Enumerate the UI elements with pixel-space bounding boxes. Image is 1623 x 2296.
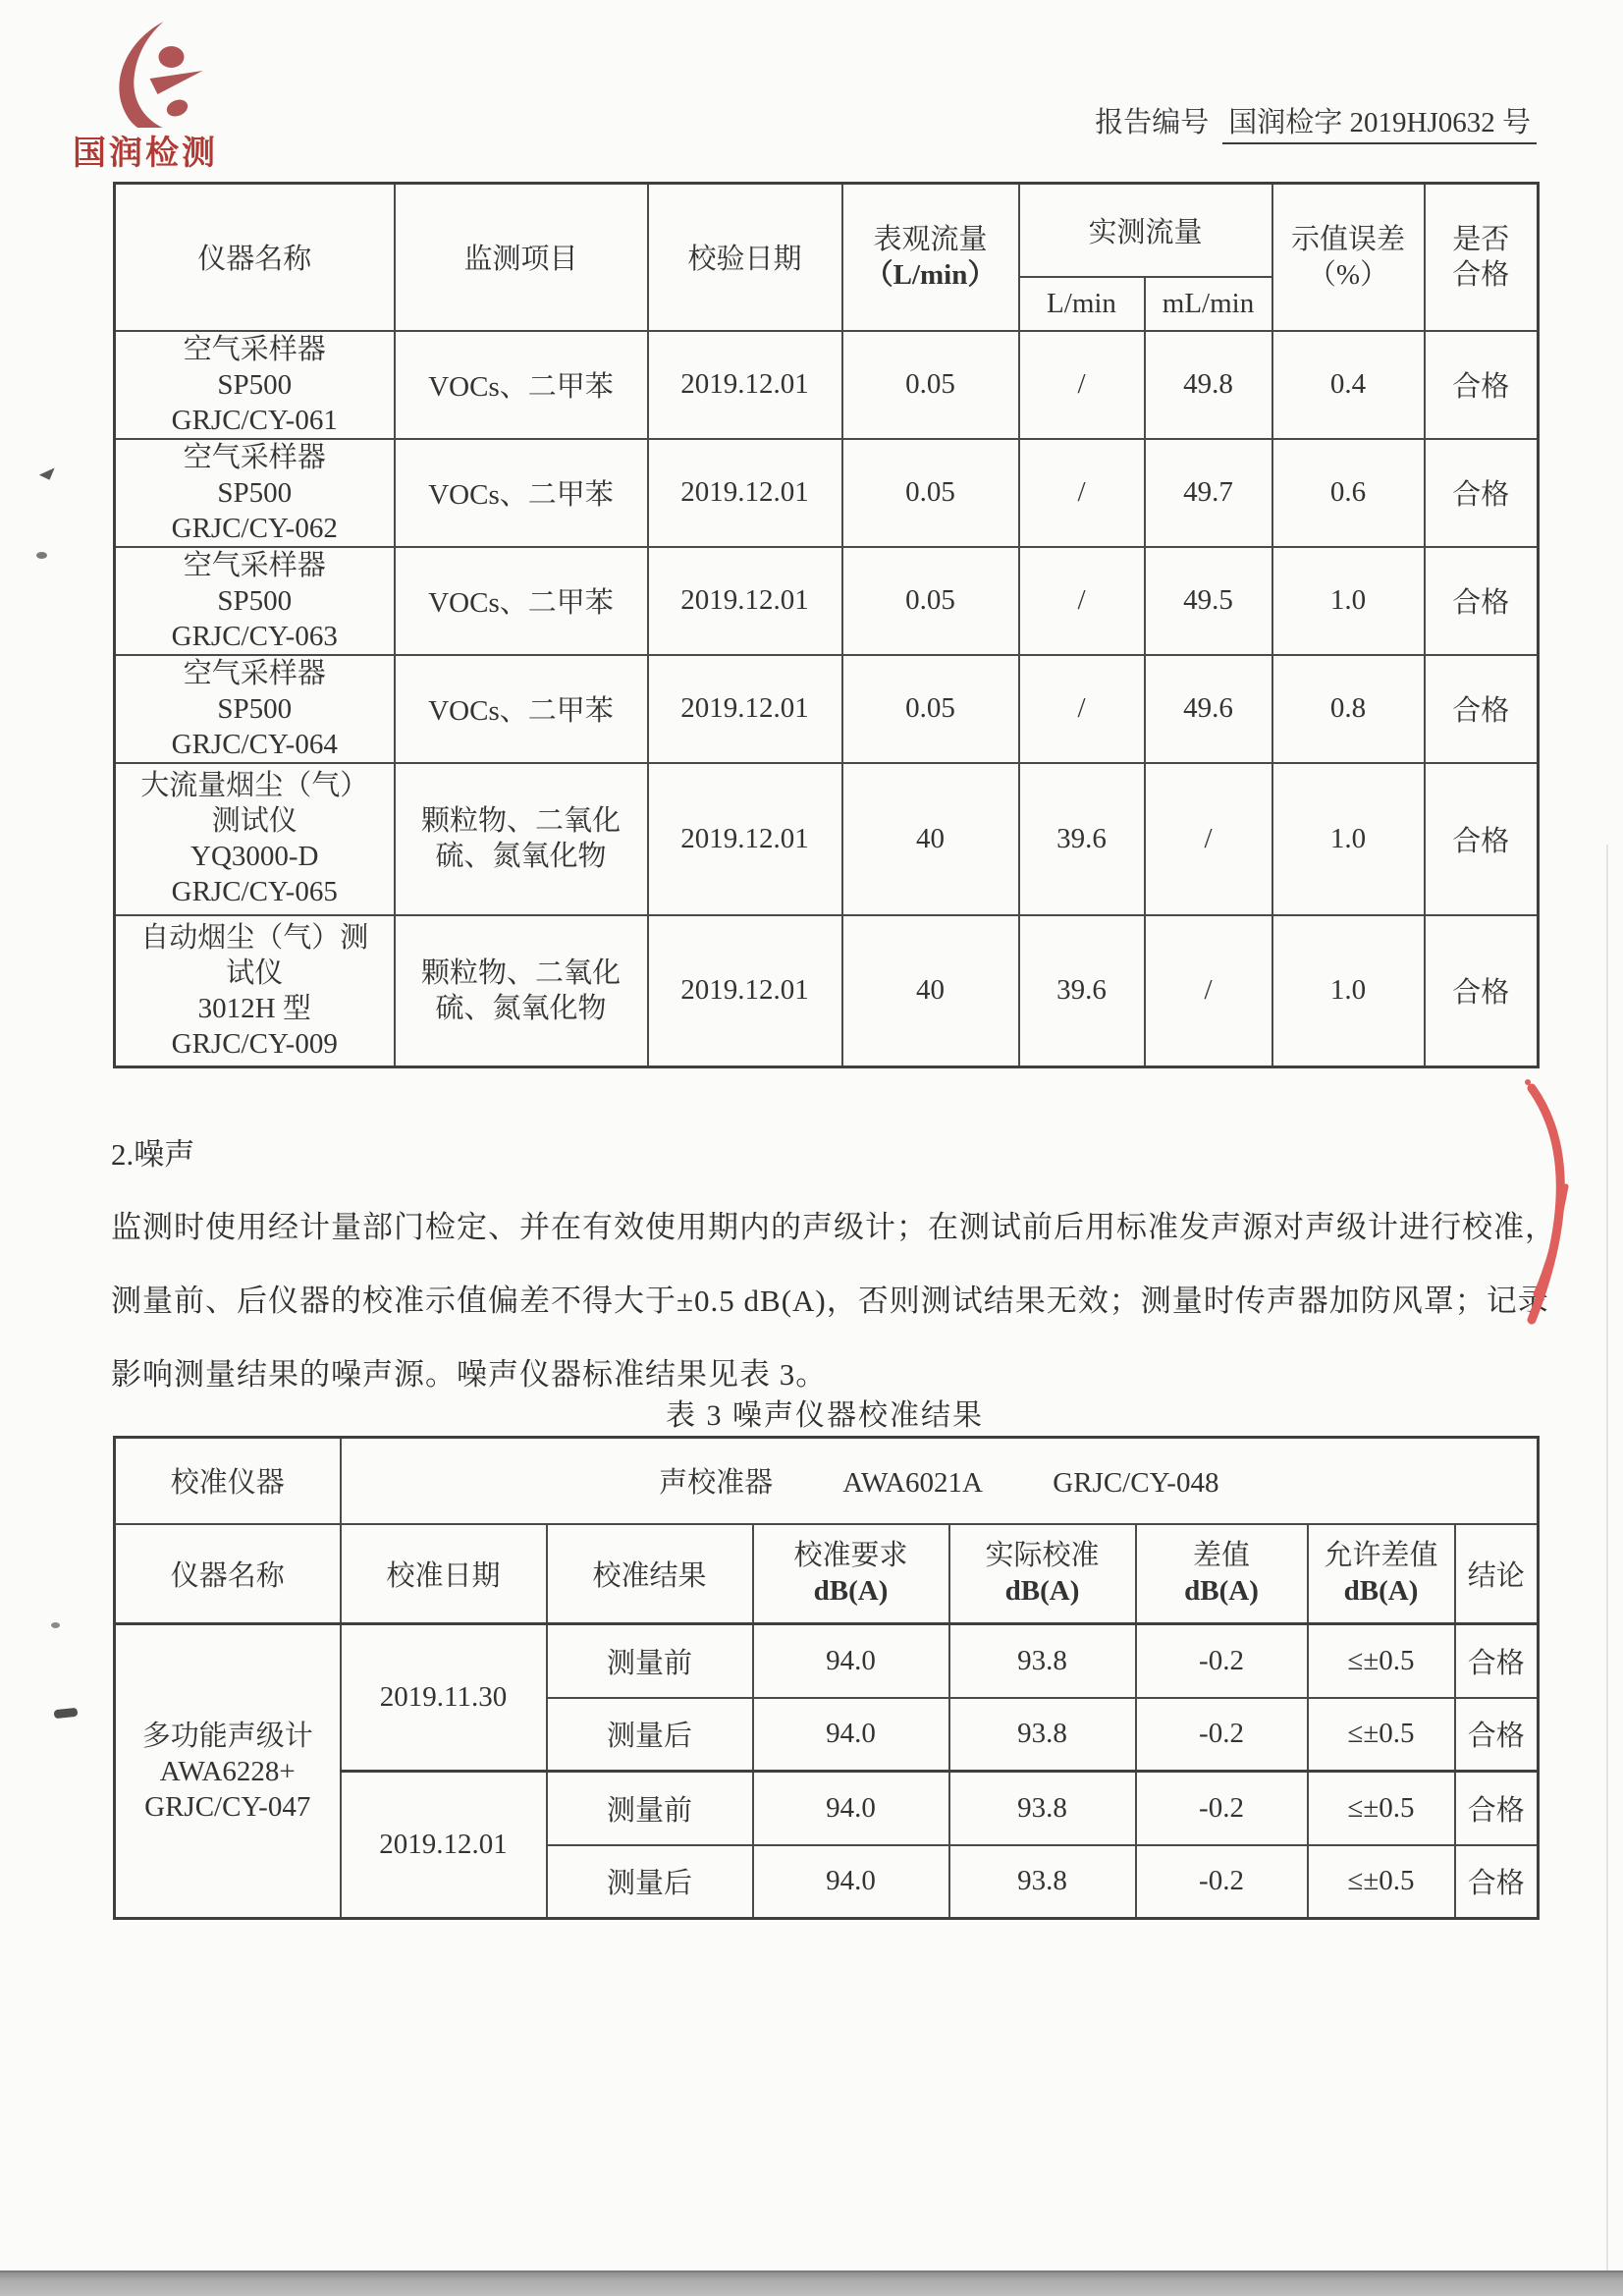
table-header-row: [115, 1524, 1539, 1624]
mlmin-cell: /: [1145, 763, 1272, 915]
apparent-flow-cell: 0.05: [842, 439, 1019, 547]
date-cell: 2019.12.01: [648, 655, 842, 763]
calibrator-row: [115, 1438, 1539, 1524]
phase-cell: 测量前: [547, 1624, 753, 1698]
instrument-name-cell: [115, 331, 395, 439]
th-measured-flow: 实测流量: [1019, 184, 1272, 277]
th-actual: [949, 1524, 1136, 1624]
table-row: [115, 763, 1539, 915]
report-number-value: 国润检字 2019HJ0632 号: [1222, 107, 1537, 144]
th-instrument-name: 仪器名称: [115, 184, 395, 331]
apparent-flow-cell: 40: [842, 915, 1019, 1067]
error-cell: 0.8: [1272, 655, 1425, 763]
cell-line: 硫、氮氧化物: [435, 841, 607, 872]
date-cell: 2019.12.01: [648, 439, 842, 547]
cell-line: GRJC/CY-062: [171, 512, 338, 544]
report-number-label: 报告编号: [1095, 107, 1210, 138]
cell-line: GRJC/CY-009: [171, 1027, 338, 1060]
lmin-cell: /: [1019, 331, 1145, 439]
scan-artifact: [54, 1708, 79, 1719]
company-logo-text: 国润检测: [73, 135, 218, 172]
lmin-cell: 39.6: [1019, 763, 1145, 915]
instrument-name-cell: [115, 915, 395, 1067]
th-calibration-date: 校准日期: [341, 1524, 547, 1624]
cell-line: 大流量烟尘（气）: [140, 770, 369, 801]
allowed-cell: ≤±0.5: [1308, 1698, 1455, 1772]
scan-bottom-edge: [0, 2270, 1623, 2296]
th-lmin: L/min: [1019, 277, 1145, 331]
allowed-cell: ≤±0.5: [1308, 1624, 1455, 1698]
mlmin-cell: 49.7: [1145, 439, 1272, 547]
date-cell: 2019.11.30: [341, 1624, 547, 1772]
scan-artifact: [38, 467, 57, 481]
result-cell: 合格: [1425, 655, 1539, 763]
table-row: [115, 915, 1539, 1067]
paragraph-line: 影响测量结果的噪声源。噪声仪器标准结果见表 3。: [111, 1357, 828, 1392]
section-heading: 2.噪声: [111, 1137, 195, 1172]
scan-artifact: [51, 1622, 60, 1628]
instrument-name-cell: [115, 547, 395, 655]
paragraph-line: 测量前、后仪器的校准示值偏差不得大于±0.5 dB(A)，否则测试结果无效；测量时传声器加防风罩；记录: [111, 1284, 1549, 1318]
th-indication-error: [1272, 184, 1425, 331]
error-cell: 0.4: [1272, 331, 1425, 439]
th-required: [753, 1524, 949, 1624]
page-edge-shadow: [1606, 845, 1608, 2270]
report-number-line: [1095, 100, 1537, 140]
company-logo-icon: [93, 18, 216, 133]
cell-line: 硫、氮氧化物: [435, 992, 607, 1024]
cell-line: 空气采样器: [183, 657, 326, 689]
diff-cell: -0.2: [1136, 1624, 1308, 1698]
th-allowed: [1308, 1524, 1455, 1624]
cell-line: AWA6228+: [159, 1755, 296, 1787]
table-row: [115, 1624, 1539, 1698]
cell-line: GRJC/CY-063: [171, 620, 338, 652]
cell-line: 自动烟尘（气）测: [140, 921, 369, 954]
apparent-flow-cell: 40: [842, 763, 1019, 915]
instrument-name-cell: [115, 655, 395, 763]
mlmin-cell: 49.6: [1145, 655, 1272, 763]
date-cell: 2019.12.01: [341, 1772, 547, 1919]
cell-line: 颗粒物、二氧化: [420, 805, 621, 837]
result-cell: 合格: [1425, 331, 1539, 439]
th-line: 允许差值: [1324, 1540, 1438, 1572]
th-line: dB(A): [813, 1575, 889, 1608]
th-calibration-date: 校验日期: [648, 184, 842, 331]
th-line: dB(A): [1343, 1575, 1419, 1608]
diff-cell: -0.2: [1136, 1698, 1308, 1772]
th-calibration-result: 校准结果: [547, 1524, 753, 1624]
calibrator-model: AWA6021A: [842, 1467, 983, 1500]
lmin-cell: /: [1019, 439, 1145, 547]
table3-caption: 表 3 噪声仪器校准结果: [666, 1399, 984, 1432]
date-cell: 2019.12.01: [648, 915, 842, 1067]
monitor-item-cell: [395, 915, 648, 1067]
th-monitor-item: 监测项目: [395, 184, 648, 331]
result-cell: 合格: [1455, 1624, 1539, 1698]
flow-calibration-table: [113, 182, 1540, 1068]
phase-cell: 测量后: [547, 1845, 753, 1919]
lmin-cell: 39.6: [1019, 915, 1145, 1067]
cell-line: 空气采样器: [183, 333, 326, 365]
th-conclusion: 结论: [1455, 1524, 1539, 1624]
cell-line: 空气采样器: [183, 549, 326, 581]
cell-line: 多功能声级计: [141, 1720, 313, 1752]
lmin-cell: /: [1019, 655, 1145, 763]
th-line: 差值: [1192, 1540, 1250, 1572]
cell-line: 3012H 型: [197, 992, 311, 1024]
date-cell: 2019.12.01: [648, 763, 842, 915]
th-line: 合格: [1452, 258, 1510, 291]
lmin-cell: /: [1019, 547, 1145, 655]
cell-line: YQ3000-D: [190, 841, 319, 872]
cell-line: 测试仪: [211, 805, 298, 837]
noise-calibration-table: [113, 1436, 1540, 1920]
scan-artifact: [36, 552, 47, 559]
th-mlmin: mL/min: [1145, 277, 1272, 331]
error-cell: 1.0: [1272, 763, 1425, 915]
result-cell: 合格: [1455, 1698, 1539, 1772]
result-cell: 合格: [1455, 1772, 1539, 1845]
date-cell: 2019.12.01: [648, 331, 842, 439]
th-qualified: [1425, 184, 1539, 331]
th-line: dB(A): [1184, 1575, 1259, 1608]
required-cell: 94.0: [753, 1698, 949, 1772]
mlmin-cell: 49.8: [1145, 331, 1272, 439]
th-line: 示值误差: [1291, 223, 1406, 255]
cell-line: GRJC/CY-065: [171, 876, 338, 907]
th-line: 表观流量: [873, 223, 988, 255]
result-cell: 合格: [1425, 439, 1539, 547]
noise-paragraph: [111, 1190, 1556, 1411]
th-diff: [1136, 1524, 1308, 1624]
instrument-name-cell: [115, 439, 395, 547]
result-cell: 合格: [1425, 763, 1539, 915]
result-cell: 合格: [1455, 1845, 1539, 1919]
actual-cell: 93.8: [949, 1624, 1136, 1698]
error-cell: 0.6: [1272, 439, 1425, 547]
phase-cell: 测量后: [547, 1698, 753, 1772]
error-cell: 1.0: [1272, 915, 1425, 1067]
mlmin-cell: /: [1145, 915, 1272, 1067]
th-line: dB(A): [1004, 1575, 1080, 1608]
cell-line: SP500: [217, 476, 293, 509]
monitor-item-cell: VOCs、二甲苯: [395, 655, 648, 763]
table-row: [115, 439, 1539, 547]
th-line: （%）: [1307, 258, 1389, 291]
required-cell: 94.0: [753, 1624, 949, 1698]
apparent-flow-cell: 0.05: [842, 331, 1019, 439]
allowed-cell: ≤±0.5: [1308, 1845, 1455, 1919]
mlmin-cell: 49.5: [1145, 547, 1272, 655]
monitor-item-cell: VOCs、二甲苯: [395, 331, 648, 439]
th-line: （L/min）: [864, 258, 997, 291]
cell-line: 颗粒物、二氧化: [420, 957, 621, 989]
table-header-row: [115, 184, 1539, 277]
error-cell: 1.0: [1272, 547, 1425, 655]
th-line: 校准要求: [793, 1540, 908, 1572]
cell-line: SP500: [217, 584, 293, 617]
required-cell: 94.0: [753, 1772, 949, 1845]
apparent-flow-cell: 0.05: [842, 547, 1019, 655]
table-row: [115, 655, 1539, 763]
calibrator-label-cell: 校准仪器: [115, 1438, 341, 1524]
th-line: 实际校准: [985, 1540, 1100, 1572]
apparent-flow-cell: 0.05: [842, 655, 1019, 763]
monitor-item-cell: [395, 763, 648, 915]
instrument-name-cell: [115, 1624, 341, 1919]
actual-cell: 93.8: [949, 1698, 1136, 1772]
th-apparent-flow: [842, 184, 1019, 331]
allowed-cell: ≤±0.5: [1308, 1772, 1455, 1845]
cell-line: SP500: [217, 692, 293, 725]
th-instrument-name: 仪器名称: [115, 1524, 341, 1624]
monitor-item-cell: VOCs、二甲苯: [395, 439, 648, 547]
table-row: [115, 331, 1539, 439]
table-row: [115, 547, 1539, 655]
actual-cell: 93.8: [949, 1772, 1136, 1845]
cell-line: GRJC/CY-061: [171, 404, 338, 436]
required-cell: 94.0: [753, 1845, 949, 1919]
actual-cell: 93.8: [949, 1845, 1136, 1919]
cell-line: SP500: [217, 368, 293, 401]
paragraph-line: 监测时使用经计量部门检定、并在有效使用期内的声级计；在测试前后用标准发声源对声级计进行校准，: [111, 1210, 1556, 1244]
date-cell: 2019.12.01: [648, 547, 842, 655]
calibrator-code: GRJC/CY-048: [1053, 1467, 1219, 1500]
cell-line: 试仪: [226, 957, 284, 989]
cell-line: GRJC/CY-047: [144, 1790, 311, 1823]
result-cell: 合格: [1425, 547, 1539, 655]
instrument-name-cell: [115, 763, 395, 915]
cell-line: GRJC/CY-064: [171, 728, 338, 760]
monitor-item-cell: VOCs、二甲苯: [395, 547, 648, 655]
th-line: 是否: [1452, 223, 1510, 255]
calibrator-device: 声校准器: [659, 1467, 774, 1500]
diff-cell: -0.2: [1136, 1845, 1308, 1919]
result-cell: 合格: [1425, 915, 1539, 1067]
red-pen-mark: [1512, 1076, 1600, 1337]
calibrator-info-cell: [341, 1438, 1539, 1524]
diff-cell: -0.2: [1136, 1772, 1308, 1845]
phase-cell: 测量前: [547, 1772, 753, 1845]
cell-line: 空气采样器: [183, 441, 326, 473]
